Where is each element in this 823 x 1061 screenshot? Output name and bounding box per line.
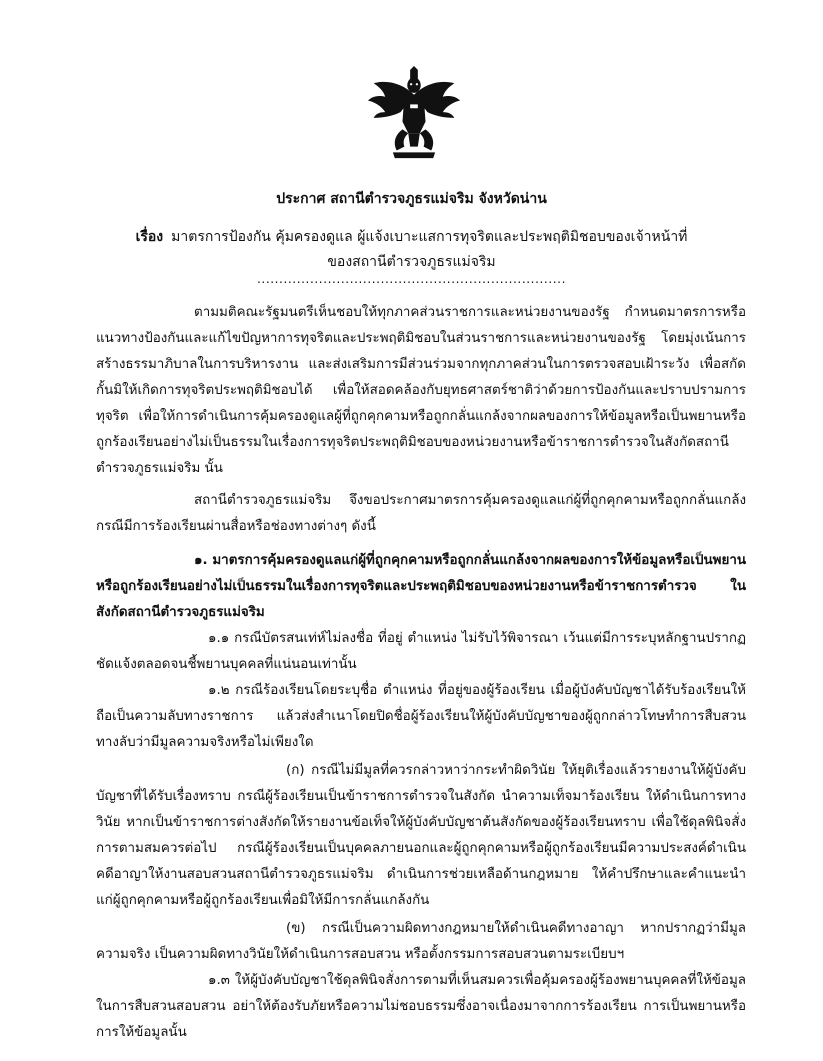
item-1-3: ๑.๓ ให้ผู้บังคับบัญชาใช้ดุลพินิจสั่งการตามที่เห็นสมควรเพื่อคุ้มครองผู้ร้องพยานบุคคลที่ให้ข้อมูลในการสืบสวนสอบสวน อย่าให้ต้องรับภัยหรือความไม่ชอบธรรมซึ่งอาจเนื่องมาจากการร้องเรียน การเป็นพยานหรือการให้ข้อมูลนั้น: [96, 973, 746, 1040]
announcement-title: ประกาศ สถานีตำรวจภูธรแม่จริม จังหวัดน่าน: [276, 191, 547, 207]
item-1-2-b: (ข) กรณีเป็นความผิดทางกฎหมายให้ดำเนินคดีทางอาญา หากปรากฏว่ามีมูลความจริง เป็นความผิดทางวินัยให้ดำเนินการสอบสวน หรือตั้งกรรมการสอบสวนตามระเบียบฯ: [96, 921, 746, 962]
item-1-2-a: (ก) กรณีไม่มีมูลที่ควรกล่าวหาว่ากระทำผิดวินัย ให้ยุติเรื่องแล้วรายงานให้ผู้บังคับบัญชาที่ได้รับเรื่องทราบ กรณีผู้ร้องเรียนเป็นข้าราชการตำรวจในสังกัด นำความเท็จมาร้องเรียน ให้ดำเนินการทางวินัย หากเป็นข้าราชการต่างสังกัดให้รายงานข้อเท็จให้ผู้บังคับบัญชาต้นสังกัดของผู้ร้องเรียนทราบ เพื่อใช้ดุลพินิจสั่งการตามสมควรต่อไป กรณีผู้ร้องเรียนเป็นบุคคลภายนอกและผู้ถูกคุกคามหรือผู้ถูกร้องเรียนมีความประสงค์ดำเนินคดีอาญาให้งานสอบสวนสถานีตำรวจภูธรแม่จริม ดำเนินการช่วยเหลือด้านกฎหมาย ให้คำปรึกษาและคำแนะนำ แก่ผู้ถูกคุกคามหรือผู้ถูกร้องเรียนเพื่อมิให้มีการกลั่นแกล้งกัน: [96, 763, 746, 908]
subject-label: เรื่อง: [135, 229, 164, 245]
paragraph-intro: ตามมติคณะรัฐมนตรีเห็นชอบให้ทุกภาคส่วนราชการและหน่วยงานของรัฐ กำหนดมาตรการหรือแนวทางป้องกันและแก้ไขปัญหาการทุจริตและประพฤติมิชอบในส่วนราชการและหน่วยงานของรัฐ โดยมุ่งเน้นการสร้างธรรมาภิบาลในการบริหารงาน และส่งเสริมการมีส่วนร่วมจากทุกภาคส่วนในการตรวจสอบเฝ้าระวัง เพื่อสกัดกั้นมิให้เกิดการทุจริตประพฤติมิชอบได้ เพื่อให้สอดคล้องกับยุทธศาสตร์ชาติว่าด้วยการป้องกันและปราบปรามการทุจริต เพื่อให้การดำเนินการคุ้มครองดูแลผู้ที่ถูกคุกคามหรือถูกกลั่นแกล้งจากผลของการให้ข้อมูลหรือเป็นพยานหรือถูกร้องเรียนอย่างไม่เป็นธรรมในเรื่องการทุจริตประพฤติมิชอบของหน่วยงานหรือข้าราชการตำรวจในสังกัดสถานีตำรวจภูธรแม่จริม นั้น: [96, 305, 746, 476]
section-1-heading: ๑. มาตรการคุ้มครองดูแลแก่ผู้ที่ถูกคุกคามหรือถูกกลั่นแกล้งจากผลของการให้ข้อมูลหรือเป็นพยานหรือถูกร้องเรียนอย่างไม่เป็นธรรมในเรื่องการทุจริตและประพฤติมิชอบของหน่วยงานหรือข้าราชการตำรวจ ในสังกัดสถานีตำรวจภูธรแม่จริม: [96, 553, 746, 620]
subject-text-line1: มาตรการป้องกัน คุ้มครองดูแล ผู้แจ้งเบาะแสการทุจริตและประพฤติมิชอบของเจ้าหน้าที่: [171, 229, 688, 245]
item-1-2: ๑.๒ กรณีร้องเรียนโดยระบุชื่อ ตำแหน่ง ที่อยู่ของผู้ร้องเรียน เมื่อผู้บังคับบัญชาได้รับร้องเรียนให้ถือเป็นความลับทางราชการ แล้วส่งสำเนาโดยปิดชื่อผู้ร้องเรียนให้ผู้บังคับบัญชาของผู้ถูกกล่าวโทษทำการสืบสวนทางลับว่ามีมูลความจริงหรือไม่เพียงใด: [96, 683, 746, 750]
paragraph-announcement: สถานีตำรวจภูธรแม่จริม จึงขอประกาศมาตรการคุ้มครองดูแลแก่ผู้ที่ถูกคุกคามหรือถูกกลั่นแกล้งกรณีมีการร้องเรียนผ่านสื่อหรือช่องทางต่างๆ ดังนี้: [96, 493, 746, 534]
divider-dots: ......................................................................: [256, 272, 566, 286]
item-1-1: ๑.๑ กรณีบัตรสนเท่ห์ไม่ลงชื่อ ที่อยู่ ตำแหน่ง ไม่รับไว้พิจารณา เว้นแต่มีการระบุหลักฐานปรากฏชัดแจ้งตลอดจนชี้พยานบุคคลที่แน่นอนเท่านั้น: [96, 631, 746, 672]
subject-text-line2: ของสถานีตำรวจภูธรแม่จริม: [327, 254, 496, 270]
document-body: [96, 300, 746, 1046]
subject-line: [0, 226, 823, 248]
garuda-emblem-icon: [366, 66, 462, 162]
